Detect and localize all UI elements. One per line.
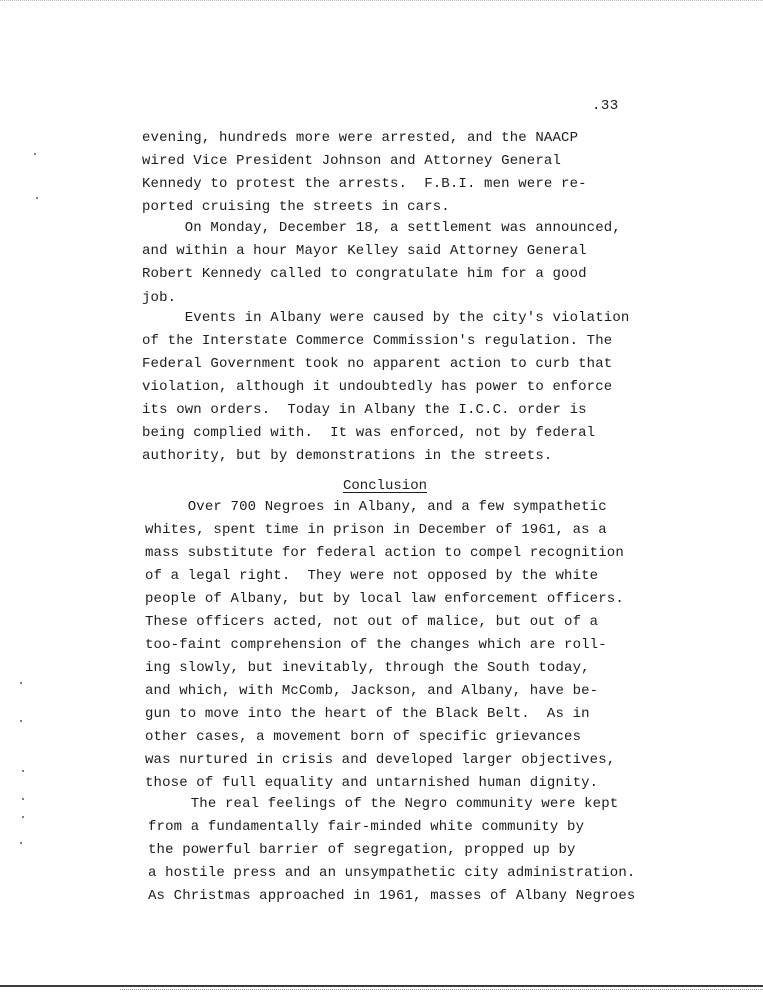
scan-speck: [20, 842, 22, 844]
text-line: wired Vice President Johnson and Attorney General: [142, 153, 562, 169]
text-line: ported cruising the streets in cars.: [142, 199, 450, 215]
scan-speck: [22, 798, 24, 800]
text-line: job.: [142, 290, 177, 306]
text-line: authority, but by demonstrations in the streets.: [142, 448, 553, 464]
text-line: was nurtured in crisis and developed larger objectives,: [145, 752, 616, 768]
text-line: violation, although it undoubtedly has power to enforce: [142, 379, 613, 395]
text-line: too-faint comprehension of the changes which are roll-: [145, 637, 607, 653]
text-line: These officers acted, not out of malice, but out of a: [145, 614, 599, 630]
text-line: of a legal right. They were not opposed by the white: [145, 568, 599, 584]
text-line: The real feelings of the Negro community were kept: [148, 796, 619, 812]
text-line: of the Interstate Commerce Commission's regulation. The: [142, 333, 613, 349]
page-number: .33: [592, 98, 619, 114]
text-line: and within a hour Mayor Kelley said Attorney General: [142, 243, 587, 259]
text-line: Events in Albany were caused by the city's violation: [142, 310, 630, 326]
text-line: Robert Kennedy called to congratulate him for a good: [142, 266, 587, 282]
text-line: and which, with McComb, Jackson, and Albany, have be-: [145, 683, 599, 699]
text-line: people of Albany, but by local law enforcement officers.: [145, 591, 624, 607]
text-line: other cases, a movement born of specific grievances: [145, 729, 582, 745]
scan-speck: [20, 720, 22, 722]
scan-speck: [20, 682, 22, 684]
text-line: the powerful barrier of segregation, propped up by: [148, 842, 576, 858]
scan-speck: [36, 197, 38, 199]
text-line: mass substitute for federal action to compel recognition: [145, 545, 624, 561]
text-line: being complied with. It was enforced, not by federal: [142, 425, 596, 441]
text-line: a hostile press and an unsympathetic city administration.: [148, 865, 636, 881]
bottom-page-edge: [0, 985, 763, 987]
text-line: As Christmas approached in 1961, masses of Albany Negroes: [148, 888, 636, 904]
text-line: Kennedy to protest the arrests. F.B.I. men were re-: [142, 176, 587, 192]
section-heading: Conclusion: [343, 478, 428, 494]
text-line: gun to move into the heart of the Black Belt. As in: [145, 706, 590, 722]
scan-speck: [34, 153, 36, 155]
text-line: from a fundamentally fair-minded white community by: [148, 819, 585, 835]
top-page-edge: [0, 0, 763, 1]
text-line: evening, hundreds more were arrested, and the NAACP: [142, 130, 579, 146]
text-line: On Monday, December 18, a settlement was announced,: [142, 220, 621, 236]
scan-speck: [22, 770, 24, 772]
scan-speck: [22, 816, 24, 818]
bottom-page-edge-shadow: [120, 989, 763, 990]
text-line: whites, spent time in prison in December of 1961, as a: [145, 522, 607, 538]
text-line: Federal Government took no apparent action to curb that: [142, 356, 613, 372]
text-line: its own orders. Today in Albany the I.C.C. order is: [142, 402, 587, 418]
text-line: ing slowly, but inevitably, through the South today,: [145, 660, 590, 676]
text-line: Over 700 Negroes in Albany, and a few sympathetic: [145, 499, 607, 515]
text-line: those of full equality and untarnished human dignity.: [145, 775, 599, 791]
